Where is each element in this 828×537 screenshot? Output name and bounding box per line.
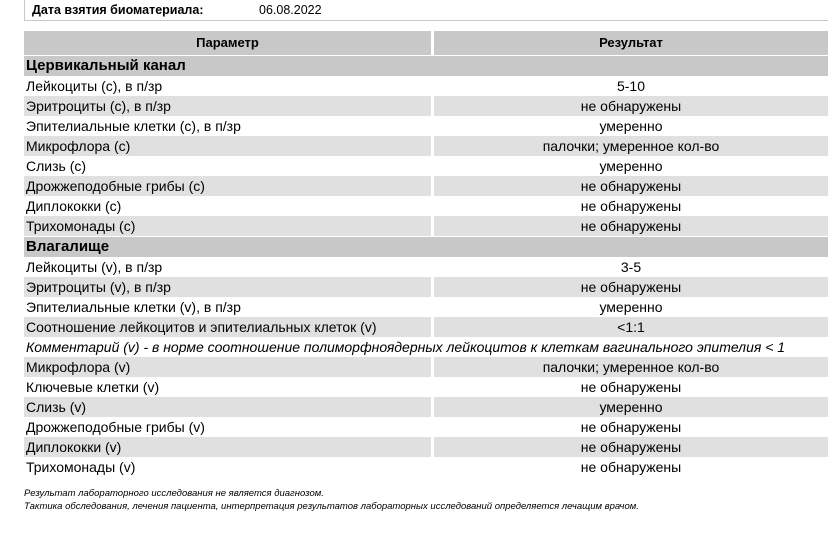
sample-date-value: 06.08.2022 bbox=[259, 3, 322, 17]
column-header-parameter: Параметр bbox=[196, 35, 259, 50]
result-cell: не обнаружены bbox=[431, 457, 828, 477]
table-row bbox=[24, 156, 828, 176]
table-row bbox=[24, 257, 828, 277]
table-row bbox=[24, 176, 828, 196]
table-row bbox=[24, 357, 828, 377]
parameter-cell: Эритроциты (v), в п/зр bbox=[26, 279, 171, 295]
result-cell: умеренно bbox=[431, 297, 828, 317]
column-header-result: Результат bbox=[431, 31, 828, 55]
result-cell: 5-10 bbox=[431, 76, 828, 96]
table-header bbox=[24, 31, 828, 55]
result-cell: не обнаружены bbox=[431, 96, 828, 116]
disclaimer-line-2: Тактика обследования, лечения пациента, интерпретация результатов лабораторных исследований определяется лечащим врачом. bbox=[24, 501, 639, 512]
result-cell: палочки; умеренное кол-во bbox=[431, 136, 828, 156]
table-row bbox=[24, 437, 828, 457]
table-row bbox=[24, 277, 828, 297]
parameter-cell: Дрожжеподобные грибы (v) bbox=[26, 419, 205, 435]
parameter-cell: Диплококки (v) bbox=[26, 439, 122, 455]
parameter-cell: Диплококки (с) bbox=[26, 198, 122, 214]
result-cell: не обнаружены bbox=[431, 377, 828, 397]
parameter-cell: Трихомонады (v) bbox=[26, 459, 136, 475]
parameter-cell: Эпителиальные клетки (с), в п/зр bbox=[26, 118, 241, 134]
table-row bbox=[24, 457, 828, 477]
parameter-cell: Слизь (с) bbox=[26, 158, 87, 174]
parameter-cell: Эпителиальные клетки (v), в п/зр bbox=[26, 299, 241, 315]
table-row bbox=[24, 417, 828, 437]
result-cell: не обнаружены bbox=[431, 216, 828, 236]
table-row bbox=[24, 96, 828, 116]
parameter-cell: Микрофлора (с) bbox=[26, 138, 131, 154]
result-cell: умеренно bbox=[431, 397, 828, 417]
result-cell: не обнаружены bbox=[431, 277, 828, 297]
parameter-cell: Ключевые клетки (v) bbox=[26, 379, 160, 395]
parameter-cell: Трихомонады (с) bbox=[26, 218, 136, 234]
ratio-comment: Комментарий (v) - в норме соотношение полиморфноядерных лейкоцитов к клеткам вагинального эпителия < 1 bbox=[26, 339, 786, 355]
table-row bbox=[24, 377, 828, 397]
table-row bbox=[24, 216, 828, 236]
table-row bbox=[24, 297, 828, 317]
disclaimer-line-1: Результат лабораторного исследования не является диагнозом. bbox=[24, 488, 324, 499]
sample-date-bar bbox=[24, 0, 828, 21]
table-row bbox=[24, 317, 828, 337]
section-cervical-title: Цервикальный канал bbox=[24, 56, 828, 76]
sample-date-label: Дата взятия биоматериала: bbox=[32, 3, 204, 17]
disclaimer bbox=[24, 487, 639, 513]
table-row bbox=[24, 136, 828, 156]
parameter-cell: Лейкоциты (v), в п/зр bbox=[26, 259, 163, 275]
parameter-cell: Лейкоциты (с), в п/зр bbox=[26, 78, 163, 94]
result-cell: 3-5 bbox=[431, 257, 828, 277]
parameter-cell: Дрожжеподобные грибы (с) bbox=[26, 178, 205, 194]
result-cell: умеренно bbox=[431, 116, 828, 136]
parameter-cell: Микрофлора (v) bbox=[26, 359, 131, 375]
result-cell: не обнаружены bbox=[431, 417, 828, 437]
result-cell: палочки; умеренное кол-во bbox=[431, 357, 828, 377]
results-table bbox=[24, 31, 828, 477]
result-cell: <1:1 bbox=[431, 317, 828, 337]
table-row bbox=[24, 76, 828, 96]
result-cell: не обнаружены bbox=[431, 176, 828, 196]
result-cell: не обнаружены bbox=[431, 196, 828, 216]
parameter-cell: Соотношение лейкоцитов и эпителиальных клеток (v) bbox=[26, 319, 377, 335]
result-cell: умеренно bbox=[431, 156, 828, 176]
parameter-cell: Эритроциты (с), в п/зр bbox=[26, 98, 171, 114]
table-row bbox=[24, 116, 828, 136]
parameter-cell: Слизь (v) bbox=[26, 399, 87, 415]
table-row bbox=[24, 196, 828, 216]
result-cell: не обнаружены bbox=[431, 437, 828, 457]
section-vagina-title: Влагалище bbox=[24, 237, 828, 257]
table-row bbox=[24, 397, 828, 417]
